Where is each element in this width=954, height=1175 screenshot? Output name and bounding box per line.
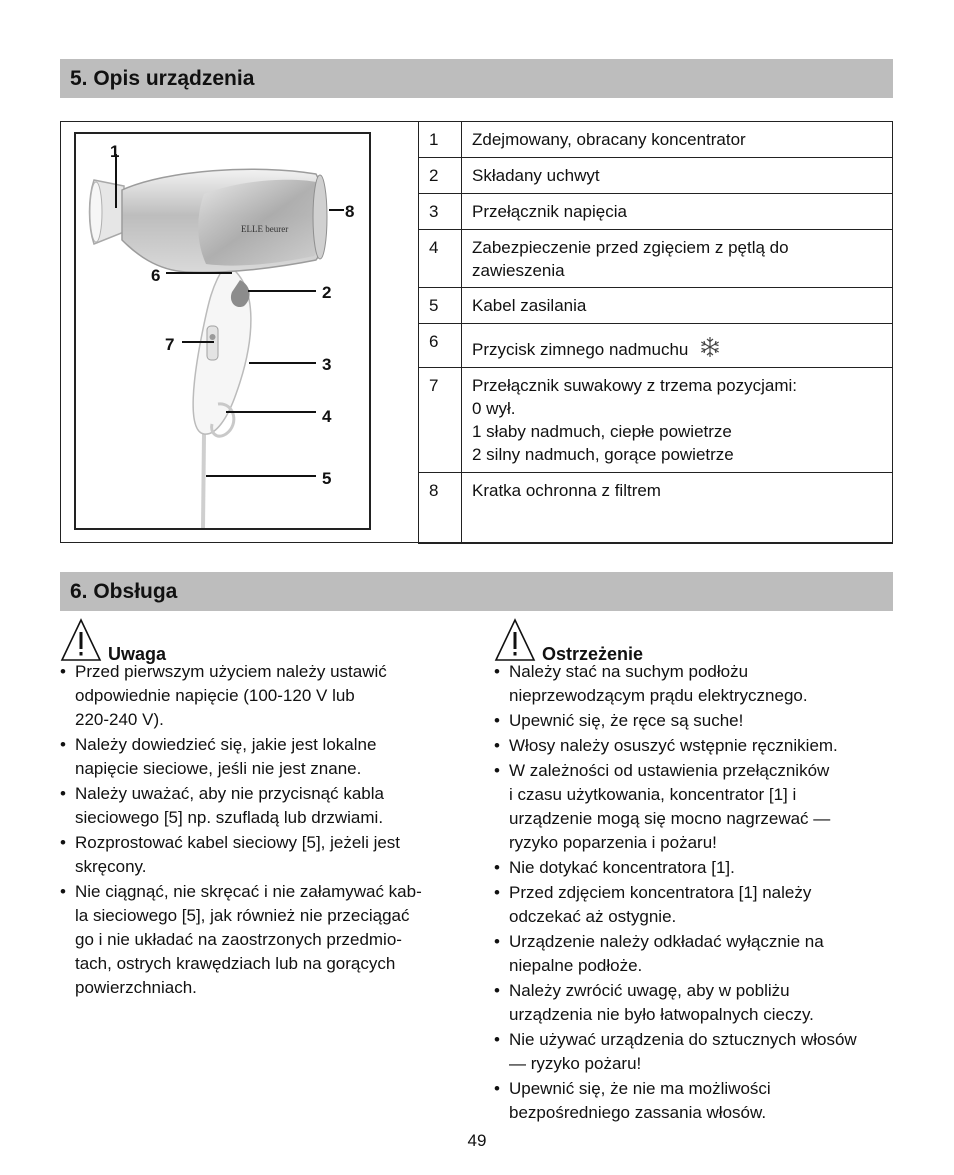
bullet-line: • Upewnić się, że nie ma możliwości (509, 1079, 771, 1098)
bullet-line: go i nie układać na zaostrzonych przedmio- (75, 930, 402, 949)
bullet-item (494, 660, 904, 708)
bullet-line: i czasu użytkowania, koncentrator [1] i (509, 785, 797, 804)
bullet-line: • Nie dotykać koncentratora [1]. (509, 858, 735, 877)
part-number: 5 (419, 288, 462, 324)
bullet-line: sieciowego [5] np. szufladą lub drzwiami. (75, 808, 384, 827)
silver-panel (198, 180, 322, 266)
bullet-item (60, 782, 470, 830)
part-description: Przycisk zimnego nadmuchu (472, 340, 689, 359)
callout-4: 4 (322, 407, 332, 426)
bullet-item (494, 709, 904, 733)
part-description-multiline (462, 368, 893, 473)
hair-dryer-drawing (76, 134, 369, 528)
table-row (419, 288, 893, 324)
bullet-line: bezpośredniego zassania włosów. (509, 1103, 767, 1122)
part-description: Kratka ochronna z filtrem (462, 473, 893, 544)
part-number: 4 (419, 230, 462, 288)
part-description: Zdejmowany, obracany koncentrator (462, 122, 893, 158)
bullet-line: ryzyko poparzenia i pożaru! (509, 833, 717, 852)
warning-triangle-icon (60, 618, 102, 662)
part-description: Zabezpieczenie przed zgięciem z pętlą do zawieszenia (462, 230, 893, 288)
bullet-item (494, 979, 904, 1027)
bullet-line: odczekać aż ostygnie. (509, 907, 677, 926)
caution-heading (60, 620, 470, 664)
part-description-line: 0 wył. (472, 399, 516, 418)
warning-column (494, 620, 904, 1126)
bullet-line: • Należy dowiedzieć się, jakie jest lokalne (75, 735, 377, 754)
snowflake-icon (699, 336, 721, 358)
callout-5: 5 (322, 469, 332, 488)
bullet-item (60, 880, 470, 1000)
table-row (419, 230, 893, 288)
warning-list (494, 660, 904, 1125)
bullet-line: • Należy stać na suchym podłożu (509, 662, 749, 681)
warning-triangle-icon (494, 618, 536, 662)
part-number: 3 (419, 194, 462, 230)
bullet-line: • Nie ciągnąć, nie skręcać i nie załamywać kab- (75, 882, 422, 901)
bullet-line: • Należy zwrócić uwagę, aby w pobliżu (509, 981, 790, 1000)
table-row (419, 324, 893, 368)
bullet-line: • Włosy należy osuszyć wstępnie ręcznikiem. (509, 736, 838, 755)
bullet-item (60, 660, 470, 732)
bullet-line: niepalne podłoże. (509, 956, 643, 975)
table-row (419, 194, 893, 230)
bullet-line: skręcony. (75, 857, 147, 876)
section-5-header (60, 59, 893, 98)
bullet-line: • Urządzenie należy odkładać wyłącznie na (509, 932, 824, 951)
bullet-item (494, 930, 904, 978)
part-description-cell (462, 324, 893, 368)
bullet-line: • Rozprostować kabel sieciowy [5], jeżeli jest (75, 833, 401, 852)
bullet-item (494, 856, 904, 880)
table-row (419, 473, 893, 544)
section-6-title: 6. Obsługa (70, 580, 178, 603)
bullet-item (494, 759, 904, 855)
part-description-line: Przełącznik suwakowy z trzema pozycjami: (472, 376, 797, 395)
warning-heading (494, 620, 904, 664)
section-6-header (60, 572, 893, 611)
callout-7: 7 (165, 335, 175, 354)
bullet-line: odpowiednie napięcie (100-120 V lub (75, 686, 355, 705)
slider-knob (210, 334, 216, 340)
bullet-line: napięcie sieciowe, jeśli nie jest znane. (75, 759, 362, 778)
callout-6: 6 (151, 266, 161, 285)
bullet-line: • Nie używać urządzenia do sztucznych włosów (509, 1030, 857, 1049)
table-row (419, 158, 893, 194)
part-description: Przełącznik napięcia (462, 194, 893, 230)
caution-list (60, 660, 470, 1000)
caution-title: Uwaga (108, 644, 167, 664)
bullet-line: urządzenie mogą się mocno nagrzewać — (509, 809, 831, 828)
bullet-item (494, 1077, 904, 1125)
warning-title: Ostrzeżenie (542, 644, 644, 664)
part-number: 1 (419, 122, 462, 158)
bullet-line: la sieciowego [5], jak również nie przeciągać (75, 906, 410, 925)
bullet-line: • W zależności od ustawienia przełączników (509, 761, 830, 780)
power-cord (203, 434, 204, 528)
bullet-line: tach, ostrych krawędziach lub na gorących (75, 954, 396, 973)
bullet-item (60, 733, 470, 781)
part-number: 6 (419, 324, 462, 368)
parts-table (418, 121, 893, 544)
hair-dryer-illustration (74, 132, 371, 530)
brand-logo: ELLE beurer (241, 224, 289, 234)
part-number: 2 (419, 158, 462, 194)
callout-2: 2 (322, 283, 332, 302)
bullet-line: — ryzyko pożaru! (509, 1054, 642, 1073)
bullet-item (494, 881, 904, 929)
callout-8: 8 (345, 202, 355, 221)
part-description-line: 2 silny nadmuch, gorące powietrze (472, 445, 734, 464)
bullet-line: • Należy uważać, aby nie przycisnąć kabla (75, 784, 384, 803)
caution-column (60, 620, 470, 1001)
page-number: 49 (467, 1131, 487, 1150)
callout-1: 1 (110, 142, 120, 161)
bullet-line: nieprzewodzącym prądu elektrycznego. (509, 686, 808, 705)
part-description: Kabel zasilania (462, 288, 893, 324)
section-5-title: 5. Opis urządzenia (70, 67, 255, 90)
bullet-line: • Upewnić się, że ręce są suche! (509, 711, 744, 730)
bullet-item (494, 734, 904, 758)
filter-grille (313, 175, 327, 259)
part-description: Składany uchwyt (462, 158, 893, 194)
bullet-line: 220-240 V). (75, 710, 164, 729)
bullet-item (494, 1028, 904, 1076)
nozzle-opening (90, 182, 102, 242)
table-row (419, 368, 893, 473)
table-row (419, 122, 893, 158)
bullet-item (60, 831, 470, 879)
bullet-line: powierzchniach. (75, 978, 197, 997)
bullet-line: • Przed pierwszym użyciem należy ustawić (75, 662, 387, 681)
part-description-line: 1 słaby nadmuch, ciepłe powietrze (472, 422, 732, 441)
part-number: 8 (419, 473, 462, 544)
callout-3: 3 (322, 355, 332, 374)
part-number: 7 (419, 368, 462, 473)
bullet-line: • Przed zdjęciem koncentratora [1] należy (509, 883, 812, 902)
bullet-line: urządzenia nie było łatwopalnych cieczy. (509, 1005, 814, 1024)
